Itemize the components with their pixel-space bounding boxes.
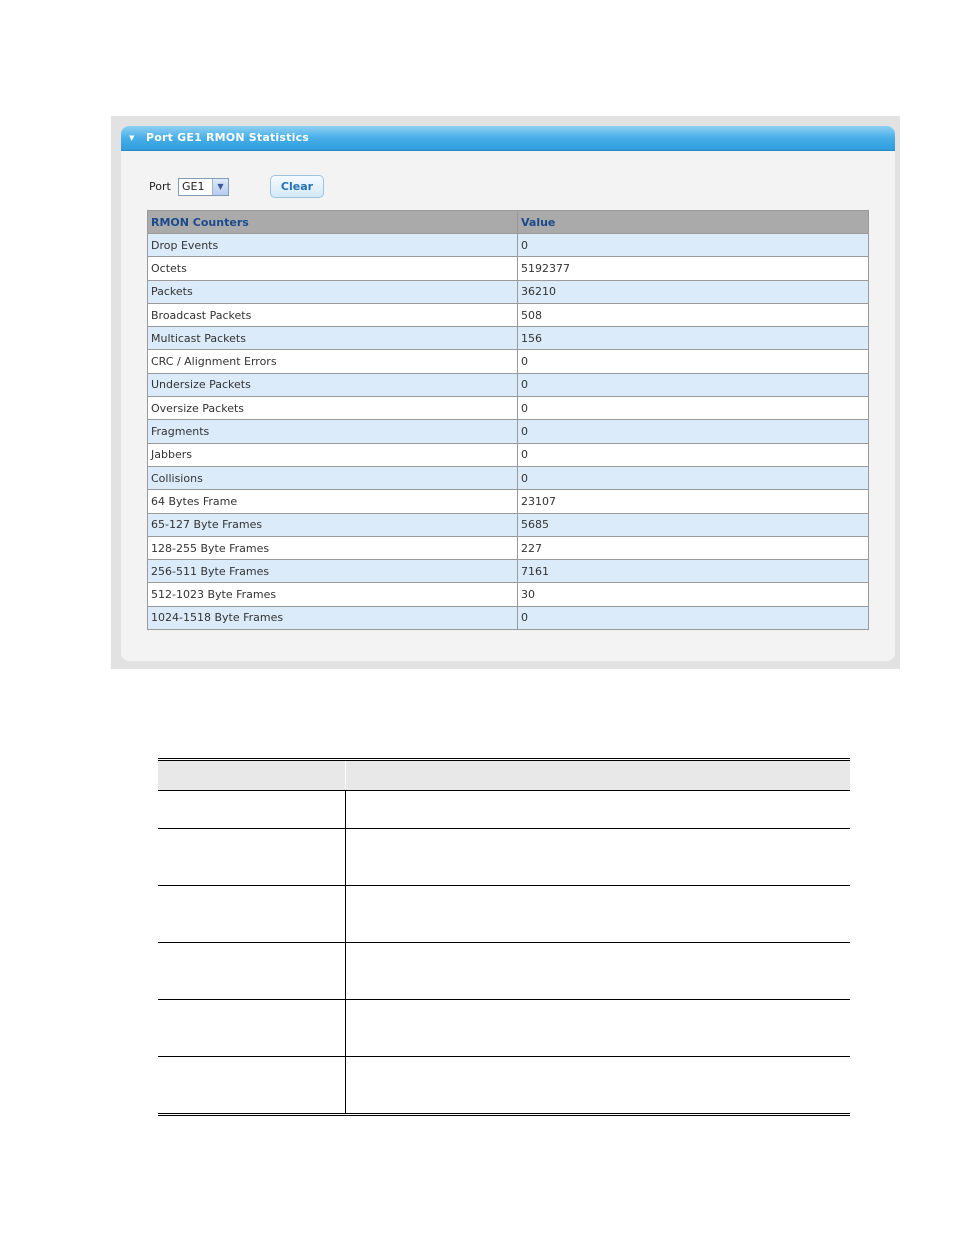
counter-value-cell: 508 bbox=[518, 303, 869, 326]
counter-name-cell: 256-511 Byte Frames bbox=[148, 560, 518, 583]
counter-value-cell: 227 bbox=[518, 536, 869, 559]
counter-value-cell: 5192377 bbox=[518, 257, 869, 280]
table-row bbox=[148, 350, 869, 373]
counter-name-cell: 65-127 Byte Frames bbox=[148, 513, 518, 536]
table-row bbox=[148, 466, 869, 489]
counter-value-cell: 0 bbox=[518, 420, 869, 443]
table-row bbox=[148, 327, 869, 350]
counter-value-cell: 7161 bbox=[518, 560, 869, 583]
counter-value-cell: 36210 bbox=[518, 280, 869, 303]
rmon-statistics-panel bbox=[121, 126, 895, 661]
screenshot-frame bbox=[111, 116, 900, 669]
table-row bbox=[148, 397, 869, 420]
counter-value-cell: 0 bbox=[518, 350, 869, 373]
triangle-down-icon[interactable]: ▼ bbox=[129, 134, 135, 142]
row-divider bbox=[158, 790, 850, 791]
description-table bbox=[158, 758, 850, 1116]
row-divider bbox=[158, 885, 850, 886]
table-row bbox=[148, 606, 869, 629]
counter-name-cell: 64 Bytes Frame bbox=[148, 490, 518, 513]
row-divider bbox=[158, 828, 850, 829]
counter-name-cell: Collisions bbox=[148, 466, 518, 489]
table-bottom-rule-double bbox=[158, 1115, 850, 1116]
panel-header[interactable] bbox=[121, 126, 895, 151]
chevron-down-icon[interactable]: ▼ bbox=[212, 179, 228, 195]
counter-value-cell: 0 bbox=[518, 373, 869, 396]
counter-name-cell: Drop Events bbox=[148, 234, 518, 257]
row-divider bbox=[158, 1056, 850, 1057]
table-row bbox=[148, 560, 869, 583]
counter-name-cell: Broadcast Packets bbox=[148, 303, 518, 326]
table-row bbox=[148, 536, 869, 559]
table-row bbox=[148, 513, 869, 536]
port-select-value: GE1 bbox=[182, 180, 205, 193]
table-row bbox=[148, 373, 869, 396]
counter-name-cell: CRC / Alignment Errors bbox=[148, 350, 518, 373]
counter-name-cell: Jabbers bbox=[148, 443, 518, 466]
table-row bbox=[148, 257, 869, 280]
counter-value-cell: 0 bbox=[518, 234, 869, 257]
table-row bbox=[148, 420, 869, 443]
counter-name-cell: Octets bbox=[148, 257, 518, 280]
clear-button[interactable]: Clear bbox=[270, 175, 324, 198]
counter-value-cell: 30 bbox=[518, 583, 869, 606]
table-row bbox=[148, 583, 869, 606]
counter-value-cell: 0 bbox=[518, 606, 869, 629]
counter-name-cell: Packets bbox=[148, 280, 518, 303]
description-table-header bbox=[158, 761, 850, 790]
table-row bbox=[148, 443, 869, 466]
table-row bbox=[148, 490, 869, 513]
counter-name-cell: 128-255 Byte Frames bbox=[148, 536, 518, 559]
row-divider bbox=[158, 999, 850, 1000]
rmon-counters-table bbox=[147, 210, 869, 630]
counter-name-cell: Undersize Packets bbox=[148, 373, 518, 396]
row-divider bbox=[158, 942, 850, 943]
counter-name-cell: Fragments bbox=[148, 420, 518, 443]
table-header-row bbox=[148, 211, 869, 234]
column-header-value: Value bbox=[518, 211, 869, 234]
table-row bbox=[148, 303, 869, 326]
column-header-counters: RMON Counters bbox=[148, 211, 518, 234]
table-bottom-rule bbox=[158, 1113, 850, 1114]
table-row bbox=[148, 280, 869, 303]
panel-title: Port GE1 RMON Statistics bbox=[146, 131, 310, 144]
counter-value-cell: 156 bbox=[518, 327, 869, 350]
counter-name-cell: Multicast Packets bbox=[148, 327, 518, 350]
counter-name-cell: 1024-1518 Byte Frames bbox=[148, 606, 518, 629]
port-label: Port bbox=[149, 180, 171, 193]
port-select[interactable] bbox=[178, 178, 229, 196]
counter-name-cell: 512-1023 Byte Frames bbox=[148, 583, 518, 606]
table-top-rule bbox=[158, 758, 850, 759]
counter-value-cell: 5685 bbox=[518, 513, 869, 536]
table-row bbox=[148, 234, 869, 257]
column-divider bbox=[345, 790, 346, 1113]
header-divider bbox=[345, 761, 346, 790]
counter-value-cell: 23107 bbox=[518, 490, 869, 513]
counter-value-cell: 0 bbox=[518, 466, 869, 489]
counter-value-cell: 0 bbox=[518, 443, 869, 466]
counter-value-cell: 0 bbox=[518, 397, 869, 420]
counter-name-cell: Oversize Packets bbox=[148, 397, 518, 420]
